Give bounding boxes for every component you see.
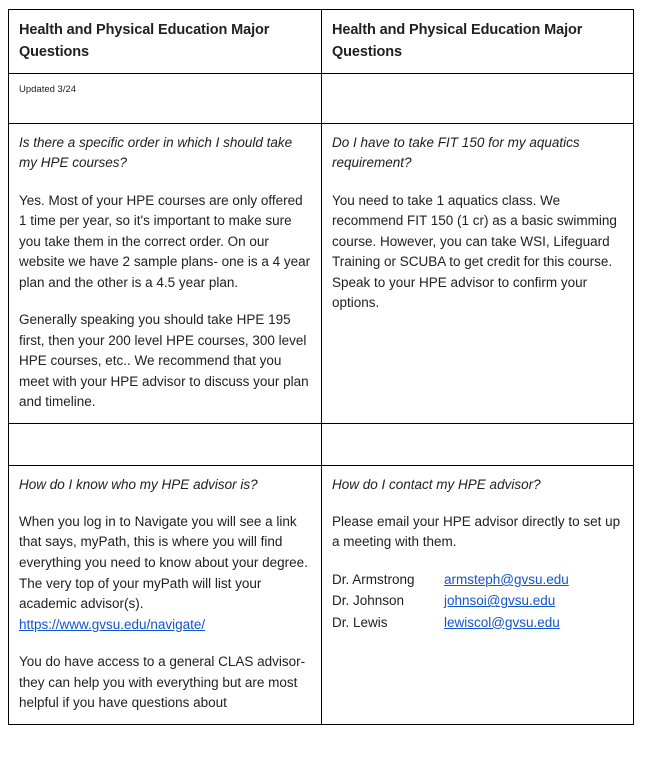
question-contact-advisor: How do I contact my HPE advisor? — [332, 476, 541, 492]
advisor-name: Dr. Armstrong — [332, 572, 415, 587]
answer-who-is-advisor-p2: You do have access to a general CLAS advisor- they can help you with everything but are most helpful if you have questions about — [19, 654, 306, 711]
header-cell-right — [322, 10, 634, 74]
table-row-meta — [9, 74, 634, 124]
question-who-is-advisor: How do I know who my HPE advisor is? — [19, 476, 258, 492]
advisor-row — [332, 591, 569, 612]
advisor-email-link[interactable]: lewiscol@gvsu.edu — [444, 614, 560, 630]
advisor-row — [332, 613, 569, 634]
header-cell-left — [9, 10, 322, 74]
answer-aquatics-fit150: You need to take 1 aquatics class. We recommend FIT 150 (1 cr) as a basic swimming course. However, you can take WSI, Lifeguard Training or SCUBA to get credit for this course. Speak to your HPE advisor to confirm your options. — [332, 192, 617, 311]
table-row-spacer — [9, 423, 634, 465]
table-row-qa-2 — [9, 465, 634, 724]
qa-cell-contact-advisor — [322, 465, 634, 724]
answer-contact-advisor: Please email your HPE advisor directly to set up a meeting with them. — [332, 513, 621, 550]
meta-cell-right — [322, 74, 634, 124]
meta-cell-left — [9, 74, 322, 124]
table-row-header — [9, 10, 634, 74]
qa-cell-course-order — [9, 124, 322, 424]
question-course-order: Is there a specific order in which I should take my HPE courses? — [19, 135, 293, 171]
spacer-cell-left — [9, 423, 322, 465]
table-row-qa-1 — [9, 124, 634, 424]
page-title-right: Health and Physical Education Major Questions — [332, 22, 583, 61]
answer-course-order-p2: Generally speaking you should take HPE 195 first, then your 200 level HPE courses, 300 level HPE courses, etc.. We recommend that you meet with your HPE advisor to discuss your plan and timeline. — [19, 312, 309, 410]
advisor-contact-list — [332, 570, 569, 634]
advisor-email-cell — [444, 613, 569, 634]
spacer-cell-right — [322, 423, 634, 465]
advisor-email-link[interactable]: johnsoi@gvsu.edu — [444, 593, 556, 609]
advisor-name: Dr. Johnson — [332, 593, 405, 609]
advisor-email-link[interactable]: armsteph@gvsu.edu — [444, 572, 569, 587]
advisor-name: Dr. Lewis — [332, 614, 388, 630]
faq-table — [8, 9, 634, 725]
page-title-left: Health and Physical Education Major Questions — [19, 22, 270, 61]
qa-cell-aquatics — [322, 124, 634, 424]
answer-who-is-advisor-text: When you log in to Navigate you will see a link that says, myPath, this is where you will find everything you need to know about your degree. The very top of your myPath will list your academic advisor(s). — [19, 513, 308, 612]
answer-who-is-advisor-p1 — [19, 512, 311, 635]
advisor-email-cell — [444, 591, 569, 612]
navigate-website-link[interactable]: https://www.gvsu.edu/navigate/ — [19, 616, 206, 632]
advisor-row — [332, 570, 569, 591]
advisor-email-cell — [444, 570, 569, 591]
answer-course-order-p1: Yes. Most of your HPE courses are only offered 1 time per year, so it's important to make sure you take them in the correct order. On our website we have 2 sample plans- one is a 4 year plan and the other is a 4.5 year plan. — [19, 192, 311, 290]
question-aquatics-fit150: Do I have to take FIT 150 for my aquatics requirement? — [332, 135, 580, 171]
updated-date-label: Updated 3/24 — [19, 84, 77, 96]
qa-cell-who-is-advisor — [9, 465, 322, 724]
